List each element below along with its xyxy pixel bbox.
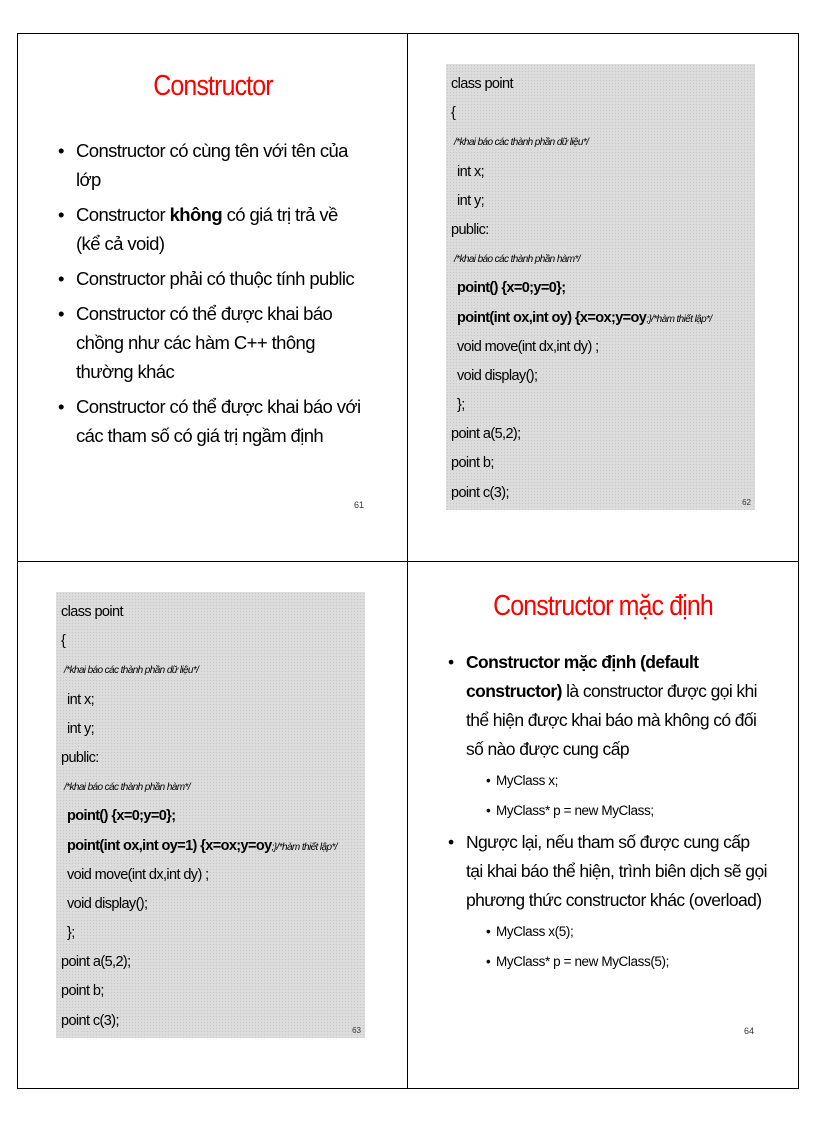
code-line: /*khai báo các thành phần dữ liệu*/ — [454, 137, 589, 149]
bullet-item: • Constructor không có giá trị trả về (kể cả void) — [58, 200, 363, 258]
slide-64 — [408, 562, 798, 1090]
code-line: }; — [457, 397, 465, 414]
bullet-item: • Constructor mặc định (default constructor) là constructor được gọi khi thể hiện được khai báo mà không có đối số nào được cung cấp — [448, 648, 768, 764]
code-example: • MyClass* p = new MyClass(5); — [448, 949, 768, 975]
code-line: point(int ox,int oy=1) {x=ox;y=oy;}/*hàm thiết lập*/ — [67, 837, 337, 854]
code-line: /*khai báo các thành phần dữ liệu*/ — [64, 665, 199, 677]
code-block — [446, 64, 755, 510]
code-line: point a(5,2); — [61, 954, 131, 971]
bullet-item: • Constructor có thể được khai báo chồng như các hàm C++ thông thường khác — [58, 299, 363, 386]
code-line: class point — [61, 604, 123, 620]
code-lines — [451, 70, 712, 508]
code-line: { — [61, 633, 66, 650]
code-line: /*khai báo các thành phần hàm*/ — [454, 254, 580, 266]
code-line: point() {x=0;y=0}; — [67, 808, 176, 825]
code-line: point c(3); — [451, 484, 509, 501]
code-line: point b; — [451, 455, 494, 472]
code-lines — [61, 598, 337, 1036]
code-line: { — [451, 105, 456, 122]
slide-61 — [18, 34, 408, 562]
bullet-list — [448, 648, 768, 979]
code-line: int x; — [457, 163, 485, 180]
bullet-item: • Constructor có cùng tên với tên của lớp — [58, 136, 363, 194]
bullet-list — [58, 136, 363, 456]
code-line: void display(); — [457, 367, 538, 384]
page-number: 64 — [744, 1026, 755, 1036]
code-line: int y; — [457, 192, 485, 209]
code-line: point b; — [61, 983, 104, 1000]
code-line: class point — [451, 76, 513, 92]
code-line: void move(int dx,int dy) ; — [457, 338, 599, 355]
page-number: 61 — [354, 500, 365, 510]
code-line: }; — [67, 925, 75, 942]
code-block — [56, 592, 365, 1038]
code-example: • MyClass* p = new MyClass; — [448, 798, 768, 824]
code-line: point c(3); — [61, 1012, 119, 1029]
code-line: void move(int dx,int dy) ; — [67, 866, 209, 883]
bold-word: không — [169, 204, 223, 225]
code-line: point() {x=0;y=0}; — [457, 280, 566, 297]
page-number: 62 — [742, 498, 751, 507]
bullet-item: • Ngược lại, nếu tham số được cung cấp tại khai báo thể hiện, trình biên dịch sẽ gọi phương thức constructor khác (overload) — [448, 828, 768, 915]
code-example: • MyClass x(5); — [448, 919, 768, 945]
bullet-item: • Constructor có thể được khai báo với các tham số có giá trị ngầm định — [58, 392, 363, 450]
code-line: public: — [451, 221, 489, 238]
page-number: 63 — [352, 1026, 361, 1035]
code-line: public: — [61, 749, 99, 766]
slide-62 — [408, 34, 798, 562]
code-line: int y; — [67, 720, 95, 737]
code-line: point(int ox,int oy) {x=ox;y=oy;}/*hàm thiết lập*/ — [457, 309, 712, 326]
slide-title: Constructor — [153, 70, 273, 102]
bullet-item: • Constructor phải có thuộc tính public — [58, 264, 363, 293]
code-example: • MyClass x; — [448, 768, 768, 794]
slide-title: Constructor mặc định — [493, 590, 713, 622]
code-line: point a(5,2); — [451, 426, 521, 443]
code-line: void display(); — [67, 895, 148, 912]
bold-term: Constructor mặc định (default constructor) — [466, 652, 699, 701]
slide-63 — [18, 562, 408, 1090]
code-line: int x; — [67, 691, 95, 708]
code-line: /*khai báo các thành phần hàm*/ — [64, 782, 190, 794]
